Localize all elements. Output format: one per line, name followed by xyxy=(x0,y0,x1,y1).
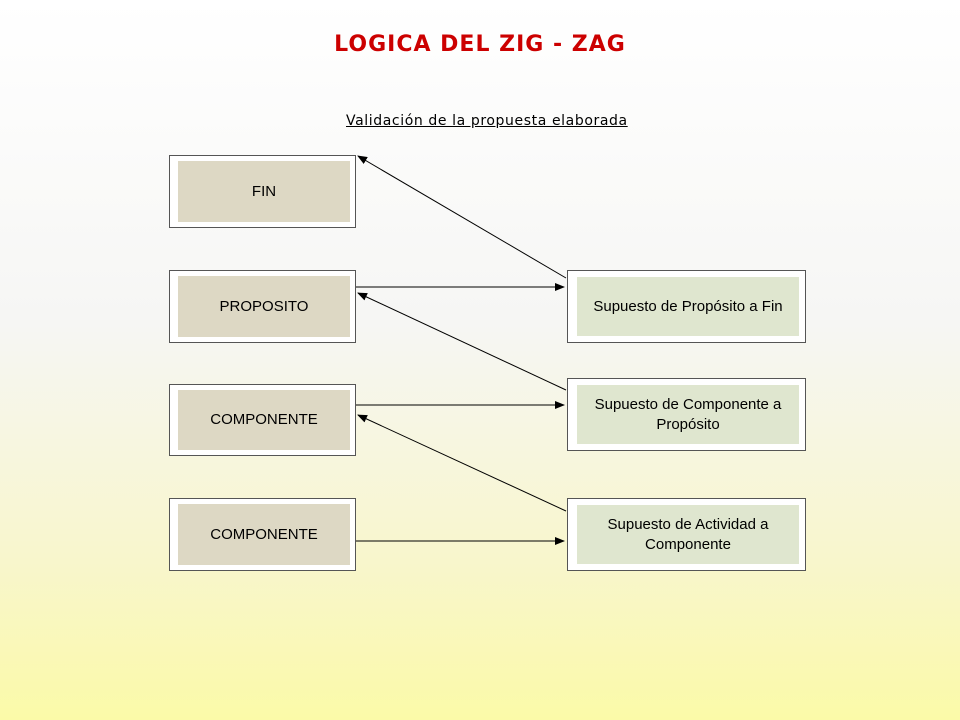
box-supuesto-actividad-componente xyxy=(567,498,806,571)
box-proposito-label: PROPOSITO xyxy=(178,276,350,337)
box-supuesto-componente-proposito xyxy=(567,378,806,451)
arrow-supuesto-proposito-to-fin xyxy=(358,156,566,278)
box-fin-label: FIN xyxy=(178,161,350,222)
box-proposito xyxy=(169,270,356,343)
box-supuesto-proposito-fin xyxy=(567,270,806,343)
box-componente-2-label: COMPONENTE xyxy=(178,504,350,565)
box-componente-1-label: COMPONENTE xyxy=(178,390,350,450)
box-supuesto-componente-proposito-label: Supuesto de Componente a Propósito xyxy=(577,385,799,444)
box-supuesto-proposito-fin-label: Supuesto de Propósito a Fin xyxy=(577,277,799,336)
arrow-supuesto-componente-to-proposito xyxy=(358,293,566,390)
page-title: LOGICA DEL ZIG - ZAG xyxy=(334,32,626,57)
box-componente-1 xyxy=(169,384,356,456)
arrow-supuesto-actividad-to-componente xyxy=(358,415,566,511)
diagram-subtitle: Validación de la propuesta elaborada xyxy=(346,113,628,129)
box-componente-2 xyxy=(169,498,356,571)
box-fin xyxy=(169,155,356,228)
box-supuesto-actividad-componente-label: Supuesto de Actividad a Componente xyxy=(577,505,799,564)
